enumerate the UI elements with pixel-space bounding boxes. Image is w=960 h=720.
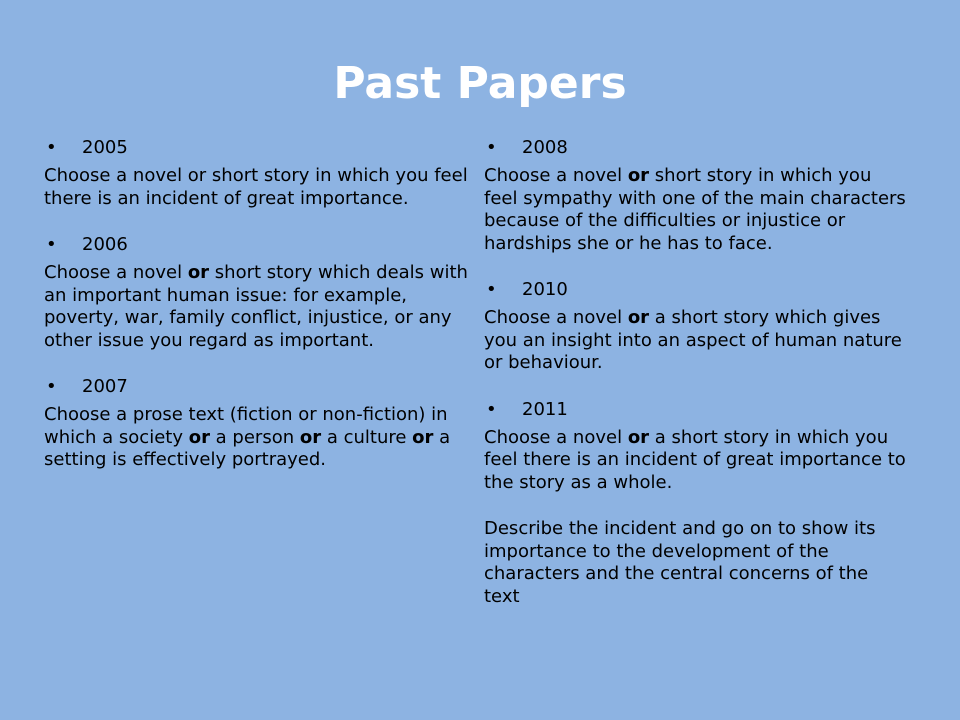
question-text-part: a setting is effectively portrayed. [44,426,451,470]
slide-title: Past Papers [333,58,627,109]
paper-item-2005 [44,136,469,210]
question-text [484,307,909,375]
question-text [44,404,469,472]
question-text-part: Choose a novel or short story in which you feel there is an incident of great importance. [44,165,468,209]
paper-item-2006 [44,233,469,352]
question-text-part: Choose a novel [484,426,628,448]
question-text-part: Choose a novel [44,262,188,283]
year-bullet: • 2006 [44,233,469,257]
right-column [484,136,909,631]
question-text-part: short story in which you feel sympathy with one of the main characters because of the difficulties or injustice or hardships she or he has to face. [484,165,906,254]
emphasis-or: or [412,426,434,448]
emphasis-or: or [299,426,322,448]
paper-item-2011 [484,398,909,609]
emphasis-or: or [627,307,650,328]
question-text [44,165,469,210]
emphasis-or: or [627,165,650,186]
question-text-part: a culture [321,426,413,448]
year-bullet: • 2005 [44,136,469,160]
question-text [484,427,909,495]
question-text-part: a person [209,426,300,448]
question-text-part: a short story in which you feel there is an incident of great importance to the story as a whole. [484,426,906,493]
question-text-part: Choose a prose text (fiction or non-fiction) in which a society [44,404,448,448]
emphasis-or: or [188,426,210,448]
emphasis-or: or [187,262,210,283]
question-text-part: a short story which gives you an insight into an aspect of human nature or behaviour. [484,307,902,373]
question-text [484,165,909,255]
paper-item-2010 [484,278,909,375]
question-text-part: short story which deals with an important human issue: for example, poverty, war, family conflict, injustice, or any other issue you regard as important. [44,262,468,351]
instruction-text: Describe the incident and go on to show its importance to the development of the characters and the central concerns of the text [484,518,876,607]
paper-item-2008 [484,136,909,255]
year-bullet: • 2007 [44,375,469,399]
emphasis-or: or [627,426,650,448]
paper-item-2007 [44,375,469,472]
year-bullet: • 2010 [484,278,909,302]
left-column [44,136,469,495]
year-bullet: • 2011 [484,398,909,422]
question-text-part: Choose a novel [484,307,628,328]
question-text [44,262,469,352]
year-bullet: • 2008 [484,136,909,160]
question-text-part: Choose a novel [484,165,628,186]
